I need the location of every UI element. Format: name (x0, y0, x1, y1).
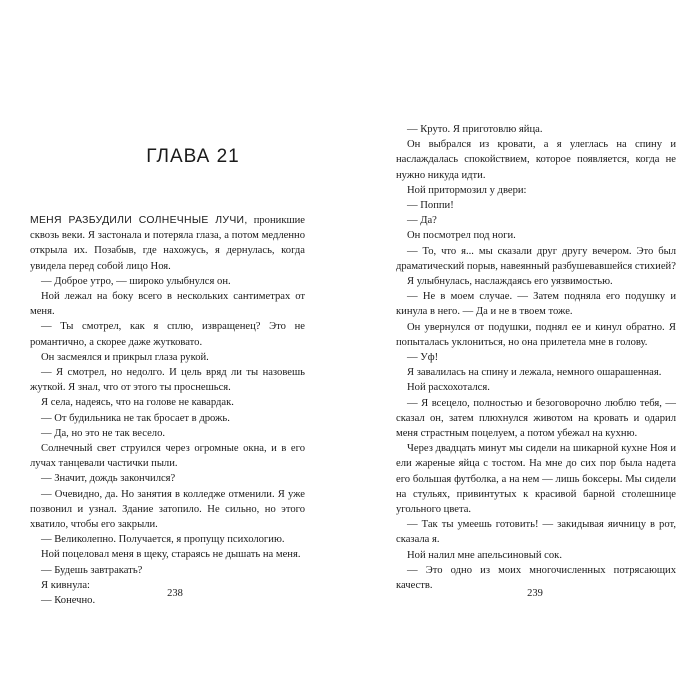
paragraph: — Очевидно, да. Но занятия в колледже отменили. Я уже позвонил и узнал. Здание затопило. Не сильно, но этого хватило, чтобы его закрыли. (30, 488, 305, 531)
paragraph: Я села, надеясь, что на голове не кавардак. (41, 397, 234, 409)
paragraph: Я завалилась на спину и лежала, немного ошарашенная. (407, 367, 662, 379)
paragraph: — Да? (407, 215, 437, 227)
paragraph: Ной налил мне апельсиновый сок. (407, 549, 562, 561)
paragraph: Я кивнула: (41, 579, 90, 591)
paragraph: — Ты смотрел, как я сплю, извращенец? Это не романтично, а скорее даже жутковато. (30, 321, 305, 348)
right-page (350, 0, 700, 700)
paragraph: Он посмотрел под ноги. (407, 230, 516, 242)
opening-caps: МЕНЯ РАЗБУДИЛИ СОЛНЕЧНЫЕ ЛУЧИ, (30, 215, 248, 226)
paragraph: Ной расхохотался. (407, 382, 490, 394)
paragraph: — Великолепно. Получается, я пропущу психологию. (41, 534, 285, 546)
paragraph: Он выбрался из кровати, а я улеглась на спину и наслаждалась спокойствием, которое появляется, когда не нужно никуда идти. (396, 139, 676, 181)
paragraph: — Не в моем случае. — Затем подняла его подушку и кинула в него. — Да и не в твоем тоже. (396, 291, 676, 318)
paragraph: — Доброе утро, — широко улыбнулся он. (41, 275, 231, 287)
chapter-title: ГЛАВА 21 (146, 146, 240, 167)
opening-paragraph (30, 213, 305, 274)
paragraph: Он увернулся от подушки, поднял ее и кинул обратно. Я попыталась уклониться, но она прилетела мне в голову. (396, 321, 676, 348)
paragraph: Ной поцеловал меня в щеку, стараясь не дышать на меня. (41, 549, 301, 561)
paragraph: Ной притормозил у двери: (407, 184, 527, 196)
left-page-text (30, 213, 305, 608)
paragraph: — Конечно. (41, 595, 96, 607)
right-page-text (396, 122, 676, 593)
paragraph: — Да, но это не так весело. (41, 427, 166, 439)
paragraph: — Круто. Я приготовлю яйца. (407, 124, 543, 135)
paragraph: — От будильника не так бросает в дрожь. (41, 412, 230, 424)
paragraph: — Уф! (407, 352, 439, 364)
page-number: 239 (527, 588, 543, 599)
paragraph: — Я всецело, полностью и безоговорочно люблю тебя, — сказал он, затем плюхнулся животом на кровать и одарил меня страстным поцелуем, а потом убежал на кухню. (396, 397, 676, 440)
paragraph: Я улыбнулась, наслаждаясь его уязвимостью. (407, 276, 613, 288)
opening-rest: проникшие сквозь веки. Я застонала и потеряла глаза, а потом медленно открыла их. Позабыв, где нахожусь, я дернулась, когда увидела перед собой лицо Ноя. (30, 215, 305, 272)
paragraph: — Поппи! (407, 200, 454, 212)
paragraph: — Будешь завтракать? (41, 564, 143, 576)
paragraph: — Значит, дождь закончился? (41, 473, 176, 485)
paragraph: — Я смотрел, но недолго. И цель вряд ли ты назовешь жуткой. Я знал, что от этого ты проснешься. (30, 367, 305, 394)
paragraph: Он засмеялся и прикрыл глаза рукой. (41, 351, 209, 363)
page-number: 238 (167, 588, 183, 599)
paragraph: — Это одно из моих многочисленных потрясающих качеств. (396, 564, 676, 592)
paragraph: Солнечный свет струился через огромные окна, и в его лучах танцевали частички пыли. (30, 443, 305, 470)
paragraph: — Так ты умеешь готовить! — закидывая яичницу в рот, сказала я. (396, 519, 676, 546)
paragraph: — То, что я... мы сказали друг другу вечером. Это был драматический порыв, навеянный разбушевавшейся стихией? (396, 245, 676, 272)
paragraph: Через двадцать минут мы сидели на шикарной кухне Ноя и ели жареные яйца с тостом. На мне до сих пор была надета его большая футболка, а на нем — лишь боксеры. Мы сидели на стульях, привинтутых к красивой барной столешнице угольного цвета. (396, 443, 676, 516)
paragraph: Ной лежал на боку всего в нескольких сантиметрах от меня. (30, 291, 305, 318)
